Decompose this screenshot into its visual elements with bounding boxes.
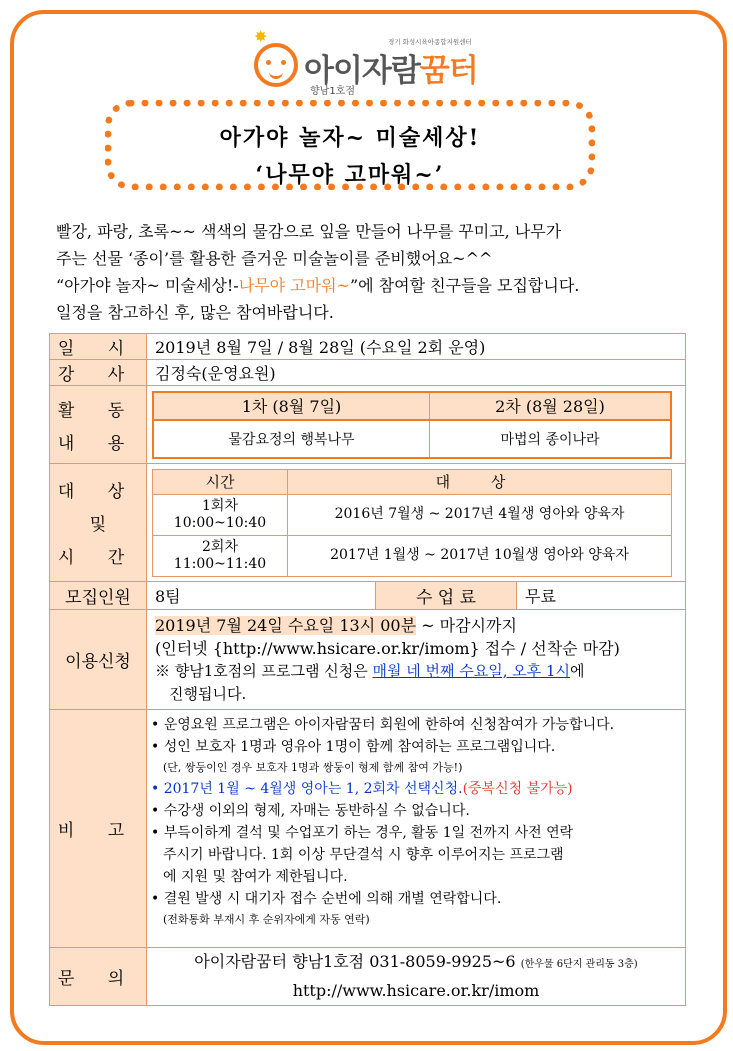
activity-header-2: 2차 (8월 28일): [430, 392, 672, 420]
apply-date-highlight: 2019년 7월 24일 수요일 13시 00분: [155, 615, 417, 635]
recruit-row: [50, 582, 686, 610]
schedule-value: 2019년 8월 7일 / 8월 28일 (수요일 2회 운영): [147, 334, 686, 360]
target-desc-2: 2017년 1월생 ~ 2017년 10월생 영아와 양육자: [288, 535, 672, 576]
info-table: [49, 333, 686, 1006]
remarks-row: [50, 710, 686, 948]
activity-header-1: 1차 (8월 7일): [153, 392, 430, 420]
intro-line-3: “아가야 놀자~ 미술세상!-나무야 고마워~”에 참여할 친구들을 모집합니다.: [56, 276, 580, 295]
target-desc-1: 2016년 7월생 ~ 2017년 4월생 영아와 양육자: [288, 494, 672, 535]
star-icon: ✸: [254, 27, 268, 46]
fee-value: 무료: [517, 582, 686, 610]
list-item: • 결원 발생 시 대기자 접수 순번에 의해 개별 연락합니다.: [151, 891, 502, 907]
target-time-1: 1회차 10:00~10:40: [153, 494, 288, 535]
schedule-label: 일 시: [50, 334, 147, 360]
smiley-face-icon: [254, 43, 298, 87]
target-subtable: [152, 469, 672, 577]
apply-schedule-link[interactable]: 매월 네 번째 수요일, 오후 1시: [372, 661, 571, 680]
fee-label: 수 업 료: [376, 582, 517, 610]
list-item: • 성인 보호자 1명과 영유아 1명이 함께 참여하는 프로그램입니다.: [151, 739, 556, 755]
logo-name: 아이자람꿈터: [304, 53, 478, 89]
activity-label: 활 동 내 용: [50, 386, 147, 464]
title-line-2: ‘나무야 고마워~’: [255, 162, 445, 188]
table-row: [153, 535, 672, 576]
list-item: 주시기 바랍니다. 1회 이상 무단결석 시 향후 이루어지는 프로그램: [163, 847, 564, 863]
contact-url[interactable]: http://www.hsicare.or.kr/imom: [292, 981, 540, 1000]
list-item: • 운영요원 프로그램은 아이자람꿈터 회원에 한하여 신청참여가 가능합니다.: [151, 717, 615, 733]
contact-content: [147, 948, 686, 1006]
activity-content-2: 마법의 종이나라: [430, 420, 672, 458]
recruit-value: 8팀: [147, 582, 376, 610]
contact-phone: 아이자람꿈터 향남1호점 031-8059-9925~6: [194, 952, 516, 971]
activity-row: [50, 386, 686, 464]
title-line-1: 아가야 놀자~ 미술세상!: [219, 125, 481, 151]
logo-center-name: 경기 화성시육아종합지원센터: [388, 38, 472, 46]
instructor-row: [50, 360, 686, 386]
recruit-label: 모집인원: [50, 582, 147, 610]
intro-text: [56, 218, 686, 326]
remarks-content: [147, 710, 686, 948]
target-label: 대 상 및 시 간: [50, 464, 147, 582]
target-header-target: 대 상: [288, 469, 672, 494]
activity-content: [147, 386, 686, 464]
table-row: [153, 494, 672, 535]
list-item: • 부득이하게 결석 및 수업포기 하는 경우, 활동 1일 전까지 사전 연락: [151, 825, 574, 841]
intro-line-2: 주는 선물 ‘종이’를 활용한 즐거운 미술놀이를 준비했어요~^^: [56, 249, 493, 268]
logo: [254, 27, 494, 97]
target-content: [147, 464, 686, 582]
apply-row: [50, 610, 686, 710]
schedule-row: [50, 334, 686, 360]
list-item: • 수강생 이외의 형제, 자매는 동반하실 수 없습니다.: [151, 803, 470, 819]
apply-method: (인터넷 {http://www.hsicare.or.kr/imom} 접수 / 선착순 마감): [155, 638, 620, 658]
target-row: [50, 464, 686, 582]
instructor-label: 강 사: [50, 360, 147, 386]
target-header-time: 시간: [153, 469, 288, 494]
contact-label: 문 의: [50, 948, 147, 1006]
remarks-list: [147, 710, 685, 930]
intro-line-1: 빨강, 파랑, 초록~~ 색색의 물감으로 잎을 만들어 나무를 꾸미고, 나무가: [56, 222, 562, 241]
activity-content-1: 물감요정의 행복나무: [153, 420, 430, 458]
list-item: 에 지원 및 참여가 제한됩니다.: [163, 869, 348, 885]
list-item: (전화통화 부재시 후 순위자에게 자동 연락): [163, 913, 370, 926]
intro-line-4: 일정을 참고하신 후, 많은 참여바랍니다.: [56, 303, 334, 322]
list-item: • 2017년 1월 ~ 4월생 영아는 1, 2회차 선택신청.(중복신청 불가능): [151, 781, 573, 797]
apply-content: 2019년 7월 24일 수요일 13시 00분 ~ 마감시까지 (인터넷 {http://www.hsicare.or.kr/imom} 접수 / 선착순 마감) ※ 향남1호점의 프로그램 신청은 매월 네 번째 수요일, 오후 1시에 진행됩니다.: [147, 610, 686, 710]
apply-label: 이용신청: [50, 610, 147, 710]
contact-row: [50, 948, 686, 1006]
target-time-2: 2회차 11:00~11:40: [153, 535, 288, 576]
instructor-value: 김정숙(운영요원): [147, 360, 686, 386]
contact-address: (한우물 6단지 관리동 3층): [520, 959, 638, 970]
title-box: [105, 100, 595, 190]
remarks-label: 비 고: [50, 710, 147, 948]
activity-subtable: [152, 391, 672, 459]
logo-branch: 향남1호점: [310, 86, 356, 97]
list-item: (단, 쌍둥이인 경우 보호자 1명과 쌍둥이 형제 함께 참여 가능!): [163, 761, 463, 774]
